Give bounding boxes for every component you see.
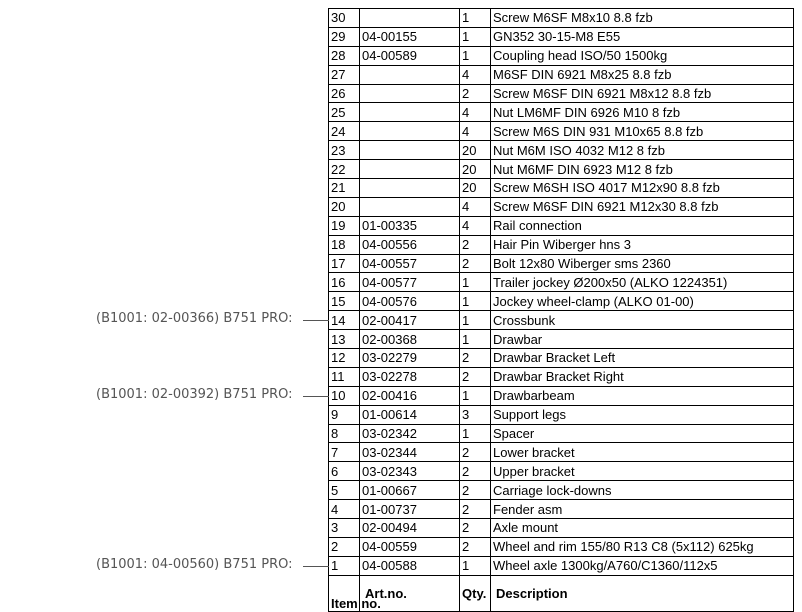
item-no-cell: 27 [329,65,360,84]
header-description: Description [491,575,794,611]
description-cell: Crossbunk [491,311,794,330]
header-art-no: Art.no. [360,575,460,611]
art-no-cell: 03-02279 [360,349,460,368]
bill-of-materials-table [328,8,794,612]
table-row [329,311,794,330]
item-no-cell: 6 [329,462,360,481]
table-row [329,46,794,65]
art-no-cell: 01-00737 [360,500,460,519]
art-no-cell [360,103,460,122]
item-no-cell: 22 [329,160,360,179]
table-row [329,273,794,292]
description-cell: Nut M6MF DIN 6923 M12 8 fzb [491,160,794,179]
table-row [329,519,794,538]
description-cell: Drawbar [491,330,794,349]
table-row [329,405,794,424]
qty-cell: 3 [460,405,491,424]
description-cell: Screw M6SF DIN 6921 M12x30 8.8 fzb [491,197,794,216]
table-row [329,481,794,500]
qty-cell: 2 [460,254,491,273]
description-cell: Jockey wheel-clamp (ALKO 01-00) [491,292,794,311]
qty-cell: 20 [460,160,491,179]
description-cell: M6SF DIN 6921 M8x25 8.8 fzb [491,65,794,84]
art-no-cell: 04-00589 [360,46,460,65]
description-cell: Fender asm [491,500,794,519]
art-no-cell: 04-00557 [360,254,460,273]
item-no-cell: 7 [329,443,360,462]
table-row [329,27,794,46]
description-cell: Bolt 12x80 Wiberger sms 2360 [491,254,794,273]
table-row [329,9,794,28]
description-cell: Hair Pin Wiberger hns 3 [491,235,794,254]
description-cell: Wheel and rim 155/80 R13 C8 (5x112) 625kg [491,537,794,556]
art-no-cell: 03-02342 [360,424,460,443]
annotation-label: (B1001: 02-00366) B751 PRO: [96,310,293,326]
art-no-cell [360,122,460,141]
art-no-cell [360,197,460,216]
item-no-cell: 26 [329,84,360,103]
qty-cell: 20 [460,141,491,160]
annotation-leader-line [303,566,329,567]
art-no-cell: 01-00667 [360,481,460,500]
table-row [329,556,794,575]
bom-body [329,9,794,576]
description-cell: Drawbar Bracket Left [491,349,794,368]
qty-cell: 1 [460,9,491,28]
art-no-cell: 03-02344 [360,443,460,462]
table-row [329,443,794,462]
qty-cell: 2 [460,500,491,519]
item-no-cell: 18 [329,235,360,254]
art-no-cell: 01-00335 [360,216,460,235]
item-no-cell: 2 [329,537,360,556]
qty-cell: 2 [460,349,491,368]
item-no-cell: 23 [329,141,360,160]
item-no-cell: 11 [329,367,360,386]
qty-cell: 2 [460,443,491,462]
qty-cell: 4 [460,103,491,122]
item-no-cell: 24 [329,122,360,141]
table-row [329,65,794,84]
table-row [329,349,794,368]
item-no-cell: 17 [329,254,360,273]
qty-cell: 4 [460,216,491,235]
description-cell: Screw M6SH ISO 4017 M12x90 8.8 fzb [491,179,794,198]
table-row [329,141,794,160]
art-no-cell [360,179,460,198]
table-row [329,179,794,198]
item-no-cell: 19 [329,216,360,235]
item-no-cell: 10 [329,386,360,405]
qty-cell: 2 [460,84,491,103]
table-row [329,254,794,273]
qty-cell: 2 [460,367,491,386]
item-no-cell: 29 [329,27,360,46]
table-row [329,462,794,481]
item-no-cell: 30 [329,9,360,28]
art-no-cell: 04-00576 [360,292,460,311]
item-no-cell: 21 [329,179,360,198]
item-no-cell: 28 [329,46,360,65]
item-no-cell: 16 [329,273,360,292]
header-qty: Qty. [460,575,491,611]
art-no-cell: 04-00588 [360,556,460,575]
table-row [329,216,794,235]
art-no-cell: 03-02278 [360,367,460,386]
qty-cell: 2 [460,519,491,538]
art-no-cell: 03-02343 [360,462,460,481]
table-row [329,424,794,443]
art-no-cell [360,160,460,179]
table-row [329,500,794,519]
description-cell: Upper bracket [491,462,794,481]
description-cell: Coupling head ISO/50 1500kg [491,46,794,65]
art-no-cell: 01-00614 [360,405,460,424]
art-no-cell [360,65,460,84]
qty-cell: 2 [460,462,491,481]
annotation-leader-line [303,396,329,397]
item-no-cell: 20 [329,197,360,216]
description-cell: Screw M6SF DIN 6921 M8x12 8.8 fzb [491,84,794,103]
table-row [329,330,794,349]
item-no-cell: 13 [329,330,360,349]
qty-cell: 1 [460,386,491,405]
qty-cell: 4 [460,65,491,84]
table-row [329,84,794,103]
item-no-cell: 4 [329,500,360,519]
description-cell: Drawbarbeam [491,386,794,405]
art-no-cell: 02-00417 [360,311,460,330]
art-no-cell [360,141,460,160]
item-no-cell: 14 [329,311,360,330]
bom-table-container [328,8,793,612]
header-item-no: Item no. [329,575,360,611]
item-no-cell: 25 [329,103,360,122]
qty-cell: 2 [460,235,491,254]
art-no-cell: 04-00559 [360,537,460,556]
description-cell: GN352 30-15-M8 E55 [491,27,794,46]
art-no-cell: 04-00556 [360,235,460,254]
art-no-cell [360,9,460,28]
qty-cell: 1 [460,330,491,349]
item-no-cell: 1 [329,556,360,575]
table-row [329,386,794,405]
description-cell: Spacer [491,424,794,443]
qty-cell: 1 [460,46,491,65]
description-cell: Screw M6S DIN 931 M10x65 8.8 fzb [491,122,794,141]
item-no-cell: 8 [329,424,360,443]
item-no-cell: 9 [329,405,360,424]
qty-cell: 1 [460,27,491,46]
qty-cell: 2 [460,537,491,556]
item-no-cell: 15 [329,292,360,311]
qty-cell: 1 [460,292,491,311]
description-cell: Lower bracket [491,443,794,462]
table-row [329,160,794,179]
description-cell: Drawbar Bracket Right [491,367,794,386]
item-no-cell: 12 [329,349,360,368]
description-cell: Screw M6SF M8x10 8.8 fzb [491,9,794,28]
description-cell: Axle mount [491,519,794,538]
qty-cell: 1 [460,311,491,330]
table-row [329,367,794,386]
annotation-label: (B1001: 04-00560) B751 PRO: [96,556,293,572]
description-cell: Wheel axle 1300kg/A760/C1360/112x5 [491,556,794,575]
annotation-leader-line [303,320,329,321]
art-no-cell: 02-00416 [360,386,460,405]
qty-cell: 2 [460,481,491,500]
description-cell: Support legs [491,405,794,424]
annotation-label: (B1001: 02-00392) B751 PRO: [96,386,293,402]
qty-cell: 4 [460,122,491,141]
header-row [329,575,794,611]
art-no-cell: 04-00577 [360,273,460,292]
art-no-cell: 04-00155 [360,27,460,46]
table-row [329,235,794,254]
table-row [329,292,794,311]
description-cell: Trailer jockey Ø200x50 (ALKO 1224351) [491,273,794,292]
art-no-cell: 02-00494 [360,519,460,538]
item-no-cell: 3 [329,519,360,538]
table-row [329,197,794,216]
art-no-cell [360,84,460,103]
description-cell: Nut LM6MF DIN 6926 M10 8 fzb [491,103,794,122]
table-row [329,122,794,141]
table-row [329,537,794,556]
qty-cell: 20 [460,179,491,198]
qty-cell: 1 [460,424,491,443]
table-row [329,103,794,122]
item-no-cell: 5 [329,481,360,500]
qty-cell: 1 [460,556,491,575]
qty-cell: 1 [460,273,491,292]
art-no-cell: 02-00368 [360,330,460,349]
description-cell: Rail connection [491,216,794,235]
description-cell: Carriage lock-downs [491,481,794,500]
description-cell: Nut M6M ISO 4032 M12 8 fzb [491,141,794,160]
qty-cell: 4 [460,197,491,216]
